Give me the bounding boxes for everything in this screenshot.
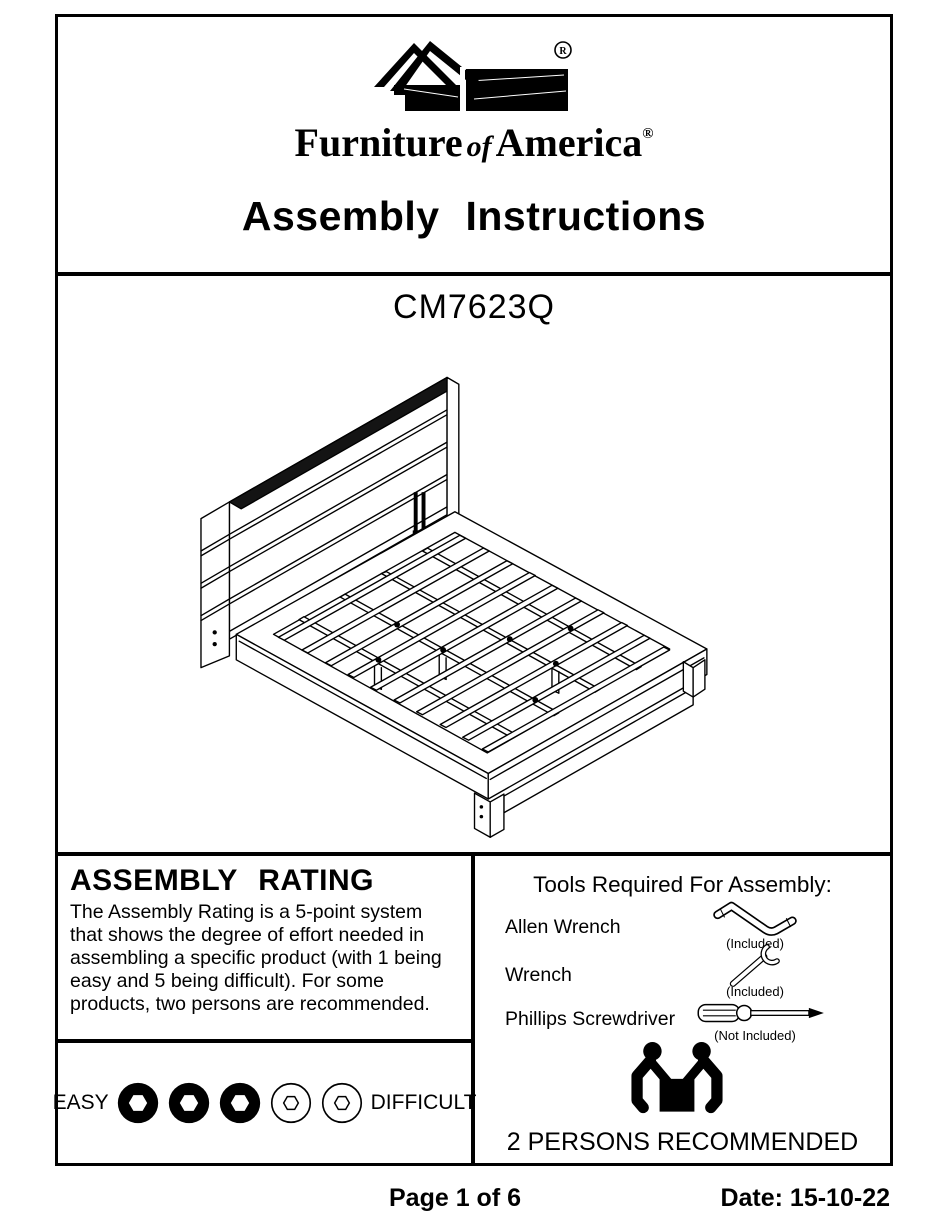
brand-wordmark (58, 107, 890, 174)
allen-wrench-icon (695, 900, 815, 940)
header-section (58, 17, 890, 276)
assembly-rating-description: The Assembly Rating is a 5-point system that shows the degree of effort needed in assembling a specific product (with 1 being easy and 5 being difficult). For some products, two persons are recommended. (70, 901, 442, 1015)
rating-dot-empty (320, 1081, 364, 1125)
phillips-screwdriver-icon (687, 998, 837, 1028)
assembly-rating-heading: ASSEMBLY RATING (70, 864, 374, 897)
model-number: CM7623Q (393, 288, 555, 326)
rating-scale (52, 1043, 477, 1163)
tool-label-wrench: Wrench (505, 964, 572, 986)
rating-dot-filled (116, 1081, 160, 1125)
document-frame (52, 14, 893, 1166)
assembly-rating-cell (58, 856, 471, 1043)
tools-title: Tools Required For Assembly: (533, 872, 832, 897)
bed-diagram (150, 350, 750, 850)
tools-column (475, 856, 890, 1163)
rating-dot-filled (167, 1081, 211, 1125)
rating-dot-empty (269, 1081, 313, 1125)
date-label: Date: 15-10-22 (720, 1184, 890, 1212)
tool-label-allen-wrench: Allen Wrench (505, 916, 621, 938)
brand-name-part1: Furniture (294, 120, 463, 165)
page-indicator: Page 1 of 6 (389, 1184, 521, 1212)
bottom-section (52, 856, 890, 1163)
brand-name-part3: America (495, 120, 643, 165)
difficult-label: DIFFICULT (370, 1091, 477, 1114)
rating-dot-filled (218, 1081, 262, 1125)
tool-label-phillips-screwdriver: Phillips Screwdriver (505, 1008, 676, 1030)
tool-status-wrench: (Included) (726, 984, 784, 999)
svg-text:R: R (559, 46, 567, 57)
persons-recommended-note: 2 PERSONS RECOMMENDED (506, 1128, 859, 1156)
two-persons-icon (617, 1042, 737, 1128)
tool-status-phillips-screwdriver: (Not Included) (714, 1028, 796, 1043)
brand-name-part2: of (466, 130, 492, 163)
page-title: Assembly Instructions (241, 193, 707, 239)
bed-diagram-wrap (150, 350, 750, 850)
registered-mark: ® (642, 126, 654, 142)
wrench-icon (695, 944, 815, 988)
rating-dots (116, 1081, 364, 1125)
tool-status-allen-wrench: (Included) (726, 936, 784, 951)
model-section (58, 276, 890, 856)
rating-column (52, 856, 477, 1163)
easy-label: EASY (52, 1091, 109, 1114)
